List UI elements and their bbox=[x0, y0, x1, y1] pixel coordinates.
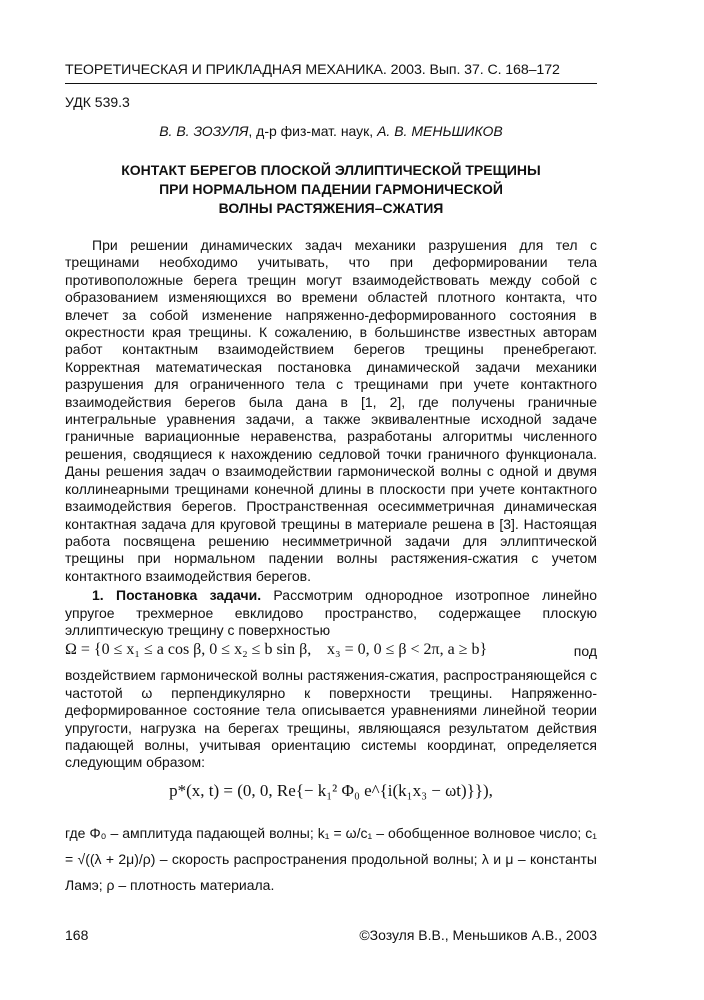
section-text: Рассмотрим однородное изотропное линейно упругое трехмерное евклидово пространство, содержащее плоскую эллиптическую трещину с поверхностью bbox=[65, 587, 597, 638]
formula-x3: x₃ = 0, 0 ≤ β < 2π, a ≥ b} bbox=[327, 641, 488, 659]
page-number: 168 bbox=[65, 927, 89, 943]
author-2: А. В. МЕНЬШИКОВ bbox=[377, 123, 503, 139]
crack-surface-formula bbox=[65, 641, 597, 663]
intro-paragraph: При решении динамических задач механики разрушения для тел с трещинами необходимо учитывать, что при деформировании тела противоположные берега трещин могут взаимодействовать между собой с образованием изменяющихся во времени областей плотного контакта, что влечет за собой изменение напряженно-деформированного состояния в окрестности края трещины. К сожалению, в большинстве известных авторам работ контактным взаимодействием берегов трещины пренебрегают. Корректная математическая постановка динамической задачи механики разрушения для ограниченного тела с трещинами при учете контактного взаимодействия берегов была дана в [1, 2], где получены граничные интегральные уравнения задачи, а также эквивалентные исходной задаче граничные вариационные неравенства, разработаны алгоритмы численного решения, сводящиеся к нахождению седловой точки граничного функционала. Даны решения задач о взаимодействии гармонической волны с одной и двумя коллинеарными трещинами конечной длины в плоскости при учете контактного взаимодействия берегов. Пространственная осесимметричная динамическая контактная задача для круговой трещины в материале решена в [3]. Настоящая работа посвящена решению несимметричной задачи для эллиптической трещины при нормальном падении волны растяжения-сжатия с учетом контактного взаимодействия берегов. bbox=[65, 237, 597, 584]
formula-trailing-word: под bbox=[573, 643, 597, 660]
udk-code: УДК 539.3 bbox=[65, 94, 130, 110]
title-line-1: КОНТАКТ БЕРЕГОВ ПЛОСКОЙ ЭЛЛИПТИЧЕСКОЙ ТРЕЩИНЫ bbox=[121, 162, 541, 178]
load-paragraph: воздействием гармонической волны растяжения-сжатия, распространяющейся с частотой ω перпендикулярно к поверхности трещины. Напряженно-деформированное состояние тела описывается уравнениями линейной теории упругости, нагрузка на берегах трещины, являющаяся результатом действия падающей волны, учитывая ориентацию системы координат, определяется следующим образом: bbox=[65, 667, 597, 771]
title-line-3: ВОЛНЫ РАСТЯЖЕНИЯ–СЖАТИЯ bbox=[218, 200, 444, 216]
definitions-paragraph: где Φ₀ – амплитуда падающей волны; k₁ = ω/c₁ – обобщенное волновое число; c₁ = √((λ + 2μ)/ρ) – скорость распространения продольной волны; λ и μ – константы Ламэ; ρ – плотность материала. bbox=[65, 824, 597, 893]
author-1: В. В. ЗОЗУЛЯ bbox=[159, 123, 249, 139]
journal-header: ТЕОРЕТИЧЕСКАЯ И ПРИКЛАДНАЯ МЕХАНИКА. 2003. Вып. 37. С. 168–172 bbox=[65, 62, 560, 78]
copyright: ©Зозуля В.В., Меньшиков А.В., 2003 bbox=[359, 927, 597, 943]
title-line-2: ПРИ НОРМАЛЬНОМ ПАДЕНИИ ГАРМОНИЧЕСКОЙ bbox=[159, 181, 503, 197]
formula-omega: Ω = {0 ≤ x₁ ≤ a cos β, 0 ≤ x₂ ≤ b sin β, bbox=[65, 641, 312, 659]
paper-body bbox=[65, 237, 597, 898]
section-title: 1. Постановка задачи. bbox=[92, 587, 262, 604]
load-formula: p*(x, t) = (0, 0, Re{− k₁² Φ₀ e^{i(k₁x₃ − ωt)}}), bbox=[169, 780, 493, 800]
header-rule bbox=[65, 83, 597, 84]
authors-line bbox=[65, 123, 597, 139]
paper-title bbox=[65, 161, 597, 218]
section-paragraph bbox=[65, 587, 597, 639]
author-degree: , д-р физ-мат. наук, bbox=[248, 123, 378, 139]
